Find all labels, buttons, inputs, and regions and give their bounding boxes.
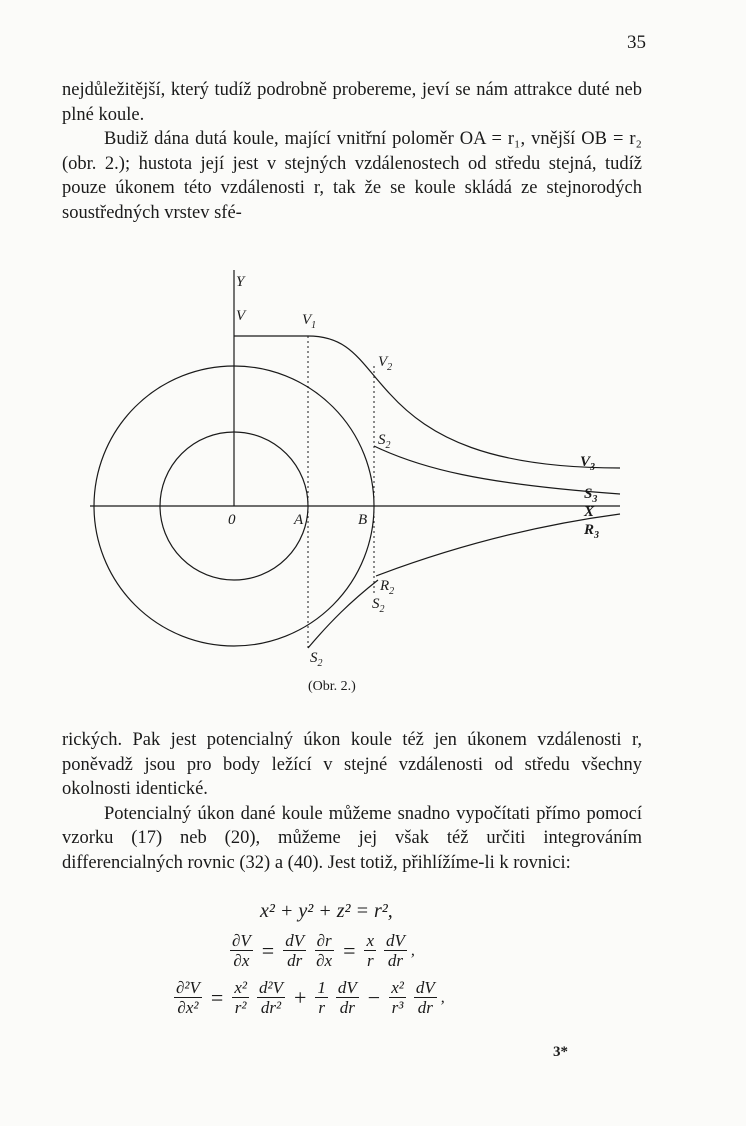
label-v3: $V_3$ [580, 454, 596, 473]
paragraph: rických. Pak jest potencialný úkon koule též jen úkonem vzdálenosti r, poněvadž jsou pro body ležící v stejné vzdálenosti od středu všechny okolnosti identické. [62, 730, 642, 799]
figure-2 [60, 262, 680, 702]
paragraph: Potencialný úkon dané koule můžeme snadno vypočítati přímo pomocí vzorku (17) neb (20), můžeme jej však též určiti integrováním differencialných rovnic (32) a (40). Jest totiž, přihlížíme-li k rovnici: [62, 803, 642, 873]
label-o: 0 [228, 512, 236, 528]
text-block-bottom [62, 728, 642, 875]
label-s2-upper: $S_2$ [378, 432, 391, 451]
equation-2: $\frac{\partial V}{\partial x}$ = $\frac{dV}{dr}$ $\frac{\partial r}{\partial x}$ = $\frac{x}{r}$ $\frac{dV}{dr}$ , [232, 931, 415, 970]
label-s2-mid: $S_2$ [372, 596, 385, 615]
label-v: V [236, 308, 246, 324]
label-v2: $V_2$ [378, 354, 393, 373]
equation-3: $\frac{\text{∂²V}}{\text{∂x²}}$ = $\frac{\text{x²}}{\text{r²}}$ $\frac{\text{d²V}}{\text{dr²}}$ + $\frac{1}{r}$ $\frac{dV}{dr}$ − $\frac{\text{x²}}{\text{r³}}$ $\frac{dV}{dr}$ , [176, 978, 445, 1017]
figure-diagram [60, 262, 680, 702]
potential-curve-v [234, 336, 620, 468]
page-number: 35 [627, 32, 646, 53]
figure-caption: (Obr. 2.) [308, 679, 356, 694]
label-v1: $V_1$ [302, 312, 317, 331]
label-r2: $R_2$ [380, 578, 395, 597]
curve-s-lower [308, 580, 378, 648]
formulas [170, 900, 590, 1025]
label-r3: $R_3$ [584, 522, 600, 541]
label-s2-low: $S_2$ [310, 650, 323, 669]
label-s3: $S_3$ [584, 486, 598, 505]
label-y: Y [236, 274, 245, 290]
label-b: B [358, 512, 368, 528]
signature-mark: 3* [553, 1044, 568, 1060]
text-block-top [62, 78, 642, 225]
equation-1: x² + y² + z² = r², [260, 900, 393, 922]
paragraph: nejdůležitější, který tudíž podrobně probereme, jeví se nám attrakce duté neb plné koule. [62, 80, 642, 125]
label-a: A [294, 512, 304, 528]
paragraph: Budiž dána dutá koule, mající vnitřní poloměr OA = r₁, vnější OB = r₂ (obr. 2.); hustota její jest v stejných vzdálenostech od středu stejná, tudíž pouze úkonem této vzdálenosti r, tak že se koule skládá ze stejnorodých soustředných vrstev sfé- [62, 129, 642, 223]
label-x: X [584, 504, 595, 520]
